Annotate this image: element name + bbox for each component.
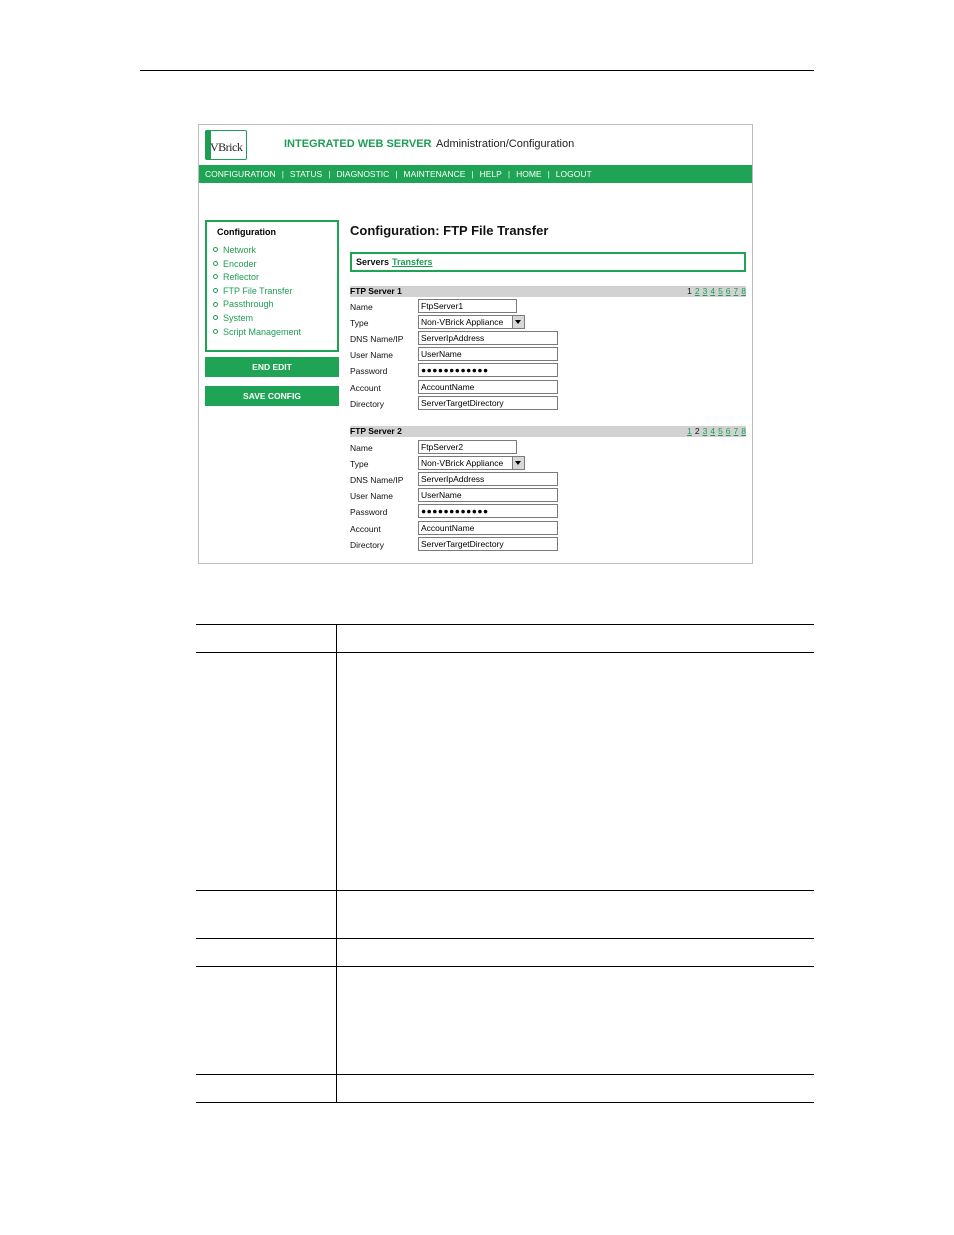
dropdown-arrow-icon[interactable] <box>512 316 524 328</box>
vbrick-logo: VBrick <box>205 130 247 160</box>
page-3-link[interactable]: 3 <box>702 286 708 296</box>
page-8-link[interactable]: 8 <box>741 426 746 436</box>
table-rule <box>196 938 814 939</box>
username-input[interactable]: UserName <box>418 347 558 361</box>
page-5-link[interactable]: 5 <box>718 426 723 436</box>
bullet-icon <box>213 247 218 252</box>
tab-transfers[interactable]: Transfers <box>392 257 433 267</box>
table-rule <box>196 1074 814 1075</box>
bullet-icon <box>213 315 218 320</box>
nav-separator: | <box>471 169 474 179</box>
server-title: FTP Server 2 <box>350 426 402 436</box>
dns-input[interactable]: ServerIpAddress <box>418 331 558 345</box>
password-input[interactable]: ●●●●●●●●●●●● <box>418 363 558 377</box>
page-6-link[interactable]: 6 <box>725 426 731 436</box>
nav-separator: | <box>395 169 398 179</box>
server-title: FTP Server 1 <box>350 286 402 296</box>
account-input[interactable]: AccountName <box>418 380 558 394</box>
nav-diagnostic[interactable]: DIAGNOSTIC <box>336 169 390 179</box>
page-2-link[interactable]: 2 <box>694 286 700 296</box>
nav-separator: | <box>281 169 284 179</box>
table-rule <box>196 652 814 653</box>
name-input[interactable]: FtpServer1 <box>418 299 517 313</box>
brand-title: INTEGRATED WEB SERVER <box>284 138 432 150</box>
server-tabs <box>350 252 746 272</box>
nav-separator: | <box>547 169 550 179</box>
nav-logout[interactable]: LOGOUT <box>555 169 592 179</box>
page-title: Configuration: FTP File Transfer <box>350 223 549 238</box>
config-sidebar <box>205 220 339 352</box>
type-select[interactable]: Non-VBrick Appliance <box>418 315 525 329</box>
sidebar-item-encoder[interactable]: Encoder <box>213 258 301 272</box>
top-nav-bar <box>199 165 752 183</box>
bullet-icon <box>213 261 218 266</box>
password-input[interactable]: ●●●●●●●●●●●● <box>418 504 558 518</box>
type-select[interactable]: Non-VBrick Appliance <box>418 456 525 470</box>
bullet-icon <box>213 274 218 279</box>
bullet-icon <box>213 302 218 307</box>
account-input[interactable]: AccountName <box>418 521 558 535</box>
server-pager <box>684 286 746 297</box>
sidebar-item-passthrough[interactable]: Passthrough <box>213 298 301 312</box>
page-5-link[interactable]: 5 <box>718 286 723 296</box>
page-7-link[interactable]: 7 <box>733 426 739 436</box>
page-4-link[interactable]: 4 <box>710 286 716 296</box>
page-4-link[interactable]: 4 <box>710 426 716 436</box>
screenshot-frame: VBrick INTEGRATED WEB SERVER Administration/Configuration CONFIGURATION | STATUS | DIAGNOSTIC | MAINTENANCE | HELP | HOME | LOGOUT Configuration Network Encoder Reflector FTP File Transfer Passthrough System Script Management END EDIT SAVE CONFIG Configuration: FTP File Transfer Servers Transfers FTP Server 1 1 2 3 4 5 6 7 8 Name FtpServer1 Type Non-VBrick Appliance DNS Name/IP ServerIpAddress User Name UserName Password ●●●●●●●●●●●● Account AccountName Directory ServerTargetDirectory FTP Server 2 1 2 3 4 5 6 7 8 Name FtpServer2 Type Non-VBrick Appliance DNS Name/IP ServerIpAddress User Name UserName Password ●●●●●●●●●●●● Account AccountName Directory ServerTargetDirectory <box>198 124 753 564</box>
sidebar-item-script-management[interactable]: Script Management <box>213 326 301 340</box>
nav-status[interactable]: STATUS <box>289 169 323 179</box>
page-top-rule <box>140 70 814 71</box>
dropdown-arrow-icon[interactable] <box>512 457 524 469</box>
page-7-link[interactable]: 7 <box>733 286 739 296</box>
bullet-icon <box>213 288 218 293</box>
nav-home[interactable]: HOME <box>516 169 542 179</box>
directory-input[interactable]: ServerTargetDirectory <box>418 396 558 410</box>
nav-separator: | <box>328 169 331 179</box>
header-subtitle: Administration/Configuration <box>436 138 575 150</box>
tab-servers[interactable]: Servers <box>356 257 390 267</box>
sidebar-item-ftp-file-transfer[interactable]: FTP File Transfer <box>213 285 301 299</box>
save-config-button[interactable]: SAVE CONFIG <box>205 386 339 406</box>
table-rule <box>196 890 814 891</box>
directory-input[interactable]: ServerTargetDirectory <box>418 537 558 551</box>
sidebar-item-reflector[interactable]: Reflector <box>213 271 301 285</box>
dns-input[interactable]: ServerIpAddress <box>418 472 558 486</box>
sidebar-item-system[interactable]: System <box>213 312 301 326</box>
nav-help[interactable]: HELP <box>479 169 502 179</box>
page-6-link[interactable]: 6 <box>725 286 731 296</box>
page-3-link[interactable]: 3 <box>702 426 708 436</box>
end-edit-button[interactable]: END EDIT <box>205 357 339 377</box>
nav-separator: | <box>507 169 511 179</box>
page-1-link[interactable]: 1 <box>687 426 692 436</box>
table-rule <box>196 624 814 625</box>
nav-configuration[interactable]: CONFIGURATION <box>205 169 276 179</box>
table-rule <box>196 966 814 967</box>
sidebar-item-network[interactable]: Network <box>213 244 301 258</box>
sidebar-title: Configuration <box>217 227 276 237</box>
table-column-divider <box>336 624 337 1102</box>
server-pager <box>684 426 746 437</box>
page-8-link[interactable]: 8 <box>741 286 746 296</box>
page-1-current: 1 <box>687 286 692 296</box>
page-2-current: 2 <box>694 426 700 436</box>
bullet-icon <box>213 329 218 334</box>
username-input[interactable]: UserName <box>418 488 558 502</box>
table-rule <box>196 1102 814 1103</box>
name-input[interactable]: FtpServer2 <box>418 440 517 454</box>
nav-maintenance[interactable]: MAINTENANCE <box>403 169 466 179</box>
